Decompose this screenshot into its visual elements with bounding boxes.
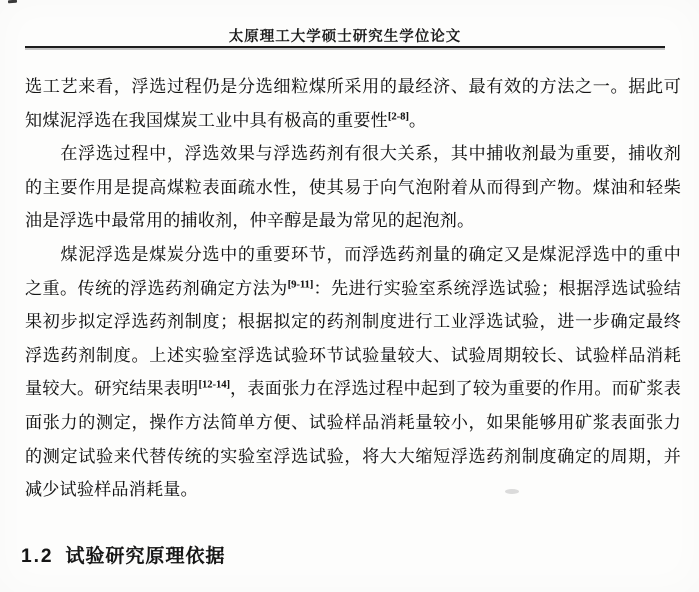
document-body: [21, 70, 681, 570]
paragraph: [25, 70, 681, 137]
text-run: 选工艺来看，浮选过程仍是分选细粒煤所采用的最经济、最有效的方法之一。据此可知煤泥浮选在我国煤炭工业中具有极高的重要性: [25, 77, 681, 130]
text-run: 在浮选过程中，浮选效果与浮选药剂有很大关系，其中捕收剂最为重要，捕收剂的主要作用是提高煤粒表面疏水性，使其易于向气泡附着从而得到产物。煤油和轻柴油是浮选中最常用的捕收剂，仲辛醇是最为常见的起泡剂。: [25, 144, 681, 231]
header-rule: [25, 46, 665, 48]
citation-superscript: [9-11]: [287, 278, 314, 290]
section-heading: [21, 544, 681, 570]
page-header-title: 太原理工大学硕士研究生学位论文: [228, 29, 462, 45]
text-run: 煤泥浮选是煤炭分选中的重要环节，而浮选药剂量的确定又是煤泥浮选中的重中之重。传统的浮选药剂确定方法为: [25, 244, 681, 298]
scan-speck: [505, 489, 519, 494]
paragraph: [25, 137, 681, 238]
text-run: ，表面张力在浮选过程中起到了较为重要的作用。而矿浆表面张力的测定，操作方法简单方便、试验样品消耗量较小，如果能够用矿浆表面张力的测定试验来代替传统的实验室浮选试验，将大大缩短浮选药剂制度确定的周期，并减少试验样品消耗量。: [25, 379, 681, 500]
section-title: 试验研究原理依据: [65, 545, 226, 567]
text-run: ：先进行实验室系统浮选试验；根据浮选试验结果初步拟定浮选药剂制度；根据拟定的药剂制度进行工业浮选试验，进一步确定最终浮选药剂制度。上述实验室浮选试验环节试验量较大、试验周期较长、试验样品消耗量较大。研究结果表明: [25, 278, 681, 399]
text-run: 。: [408, 110, 427, 130]
citation-superscript: [12-14]: [198, 379, 230, 391]
scan-speck: [376, 251, 382, 255]
section-number: 1.2: [21, 545, 54, 567]
scan-artifact: [8, 0, 17, 3]
citation-superscript: [2-8]: [387, 110, 409, 122]
paragraph: [25, 238, 681, 507]
